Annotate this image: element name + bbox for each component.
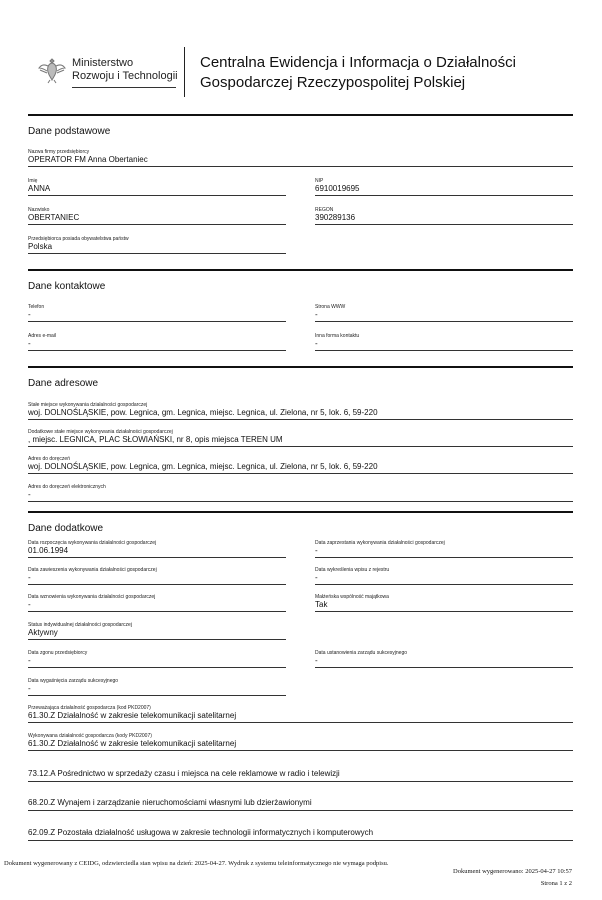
field-underline [315, 350, 573, 351]
field-additional-address [28, 429, 573, 447]
field-value: - [28, 573, 31, 582]
ministry-underline [72, 87, 176, 88]
document-title [200, 53, 516, 93]
pkd-code-row [28, 798, 573, 811]
field-underline [315, 584, 573, 585]
field-underline [28, 750, 573, 751]
field-underline [28, 611, 286, 612]
field-label: Data rozpoczęcia wykonywania działalności gospodarczej [28, 540, 157, 546]
field-label: Telefon [28, 304, 45, 310]
field-label: Wykonywana działalność gospodarcza (kody PKD2007) [28, 733, 152, 739]
field-underline [28, 781, 573, 782]
ministry-name [72, 57, 178, 83]
field-value: OPERATOR FM Anna Obertaniec [28, 155, 148, 164]
field-succession-date [315, 650, 573, 668]
ministry-line-1: Ministerstwo [72, 57, 134, 69]
field-value: - [28, 310, 31, 319]
field-label: Data zgonu przedsiębiorcy [28, 650, 88, 656]
section-basic [28, 114, 573, 137]
field-suspend-date [28, 567, 286, 585]
field-pkd-main [28, 705, 573, 723]
field-label: Data wygaśnięcia zarządu sukcesyjnego [28, 678, 119, 684]
field-main-address [28, 402, 573, 420]
field-underline [315, 224, 573, 225]
field-underline [28, 501, 573, 502]
field-deletion-date [315, 567, 573, 585]
field-value: , miejsc. LEGNICA, PLAC SŁOWIAŃSKI, nr 8, opis miejsca TEREN UM [28, 435, 283, 444]
field-nip [315, 178, 573, 196]
title-line-2: Gospodarczej Rzeczypospolitej Polskiej [200, 74, 466, 91]
section-title-basic: Dane podstawowe [28, 126, 111, 137]
field-pkd-all [28, 733, 573, 751]
field-underline [28, 253, 286, 254]
field-underline [28, 722, 573, 723]
field-label: Data wykreślenia wpisu z rejestru [315, 567, 390, 573]
field-underline [28, 557, 286, 558]
field-underline [28, 584, 286, 585]
footer-meta [453, 866, 572, 890]
section-rule [28, 269, 573, 271]
field-value: Aktywny [28, 628, 58, 637]
ministry-line-2: Rozwoju i Technologii [72, 70, 178, 82]
field-start-date [28, 540, 286, 558]
pkd-code-row [28, 828, 573, 841]
field-underline [28, 810, 573, 811]
field-underline [28, 321, 286, 322]
field-label: REGON [315, 207, 334, 213]
footer-page-number: Strona 1 z 2 [540, 880, 572, 887]
field-first-name [28, 178, 286, 196]
field-marital-property [315, 594, 573, 612]
field-underline [28, 195, 286, 196]
pkd-code-item: 62.09.Z Pozostała działalność usługowa w zakresie technologii informatycznych i komputerowych [28, 828, 374, 837]
field-underline [315, 611, 573, 612]
footer-generated: Dokument wygenerowano: 2025-04-27 10:57 [453, 868, 572, 875]
section-title-contact: Dane kontaktowe [28, 281, 106, 292]
field-label: Adres do doręczeń [28, 456, 70, 462]
field-citizenship [28, 236, 286, 254]
field-underline [28, 667, 286, 668]
field-label: Data ustanowienia zarządu sukcesyjnego [315, 650, 407, 656]
field-label: Imię [28, 178, 38, 184]
field-underline [28, 695, 286, 696]
title-line-1: Centralna Ewidencja i Informacja o Działalności [200, 54, 516, 71]
field-company-name [28, 149, 573, 167]
field-value: woj. DOLNOŚLĄSKIE, pow. Legnica, gm. Legnica, miejsc. Legnica, ul. Zielona, nr 5, lok. 6, 59-220 [28, 408, 378, 417]
field-label: Nazwisko [28, 207, 50, 213]
field-death-date [28, 650, 286, 668]
field-value: - [315, 573, 318, 582]
section-additional [28, 511, 573, 534]
section-address [28, 366, 573, 389]
field-value: - [28, 656, 31, 665]
field-value: 01.06.1994 [28, 546, 69, 555]
field-label: Data wznowienia wykonywania działalności gospodarczej [28, 594, 156, 600]
field-underline [28, 224, 286, 225]
field-value: - [28, 600, 31, 609]
field-value: OBERTANIEC [28, 213, 80, 222]
footer-disclaimer: Dokument wygenerowany z CEIDG, odzwierciedla stan wpisu na dzień: 2025-04-27. Wydruk z systemu teleinformatycznego nie wymaga podpisu. [4, 860, 389, 867]
field-last-name [28, 207, 286, 225]
field-value: ANNA [28, 184, 51, 193]
field-value: - [28, 339, 31, 348]
field-regon [315, 207, 573, 225]
field-underline [315, 321, 573, 322]
header-divider [184, 47, 185, 97]
field-value: 390289136 [315, 213, 356, 222]
field-value: Tak [315, 600, 328, 609]
document-header [0, 0, 602, 110]
field-edelivery-address [28, 484, 573, 502]
field-resume-date [28, 594, 286, 612]
field-underline [28, 639, 286, 640]
field-underline [315, 557, 573, 558]
section-rule [28, 366, 573, 368]
field-value: Polska [28, 242, 53, 251]
field-underline [28, 350, 286, 351]
field-underline [315, 667, 573, 668]
section-contact [28, 269, 573, 292]
field-label: Inna forma kontaktu [315, 333, 360, 339]
field-label: NIP [315, 178, 324, 184]
field-value: - [315, 310, 318, 319]
field-label: Strona WWW [315, 304, 346, 310]
field-stop-date [315, 540, 573, 558]
field-label: Data zawieszenia wykonywania działalności gospodarczej [28, 567, 157, 573]
field-label: Przeważająca działalność gospodarcza (kod PKD2007) [28, 705, 151, 711]
section-rule [28, 511, 573, 513]
field-underline [28, 840, 573, 841]
field-value: - [315, 546, 318, 555]
field-label: Małżeńska wspólność majątkowa [315, 594, 389, 600]
field-label: Stałe miejsce wykonywania działalności gospodarczej [28, 402, 148, 408]
field-status [28, 622, 286, 640]
field-label: Przedsiębiorca posiada obywatelstwa państw [28, 236, 129, 242]
field-value: - [28, 684, 31, 693]
field-www [315, 304, 573, 322]
field-value: 6910019695 [315, 184, 360, 193]
field-label: Data zaprzestania wykonywania działalności gospodarczej [315, 540, 445, 546]
field-underline [28, 419, 573, 420]
pkd-code-item: 61.30.Z Działalność w zakresie telekomunikacji satelitarnej [28, 739, 237, 748]
field-label: Adres e-mail [28, 333, 57, 339]
field-underline [28, 446, 573, 447]
field-delivery-address [28, 456, 573, 474]
section-title-address: Dane adresowe [28, 378, 99, 389]
section-rule [28, 114, 573, 116]
section-title-additional: Dane dodatkowe [28, 523, 104, 534]
field-email [28, 333, 286, 351]
field-underline [315, 195, 573, 196]
polish-eagle-icon [36, 54, 68, 86]
pkd-code-item: 68.20.Z Wynajem i zarządzanie nieruchomościami własnymi lub dzierżawionymi [28, 798, 312, 807]
field-underline [28, 473, 573, 474]
pkd-code-item: 73.12.A Pośrednictwo w sprzedaży czasu i miejsca na cele reklamowe w radio i telewizji [28, 769, 340, 778]
field-label: Adres do doręczeń elektronicznych [28, 484, 106, 490]
field-value: woj. DOLNOŚLĄSKIE, pow. Legnica, gm. Legnica, miejsc. Legnica, ul. Zielona, nr 5, lok. 6, 59-220 [28, 462, 378, 471]
field-underline [28, 166, 573, 167]
field-label: Status indywidualnej działalności gospodarczej [28, 622, 132, 628]
field-value: - [28, 490, 31, 499]
field-label: Nazwa firmy przedsiębiorcy [28, 149, 90, 155]
field-other-contact [315, 333, 573, 351]
pkd-code-row [28, 769, 573, 782]
field-phone [28, 304, 286, 322]
field-label: Dodatkowe stałe miejsce wykonywania działalności gospodarczej [28, 429, 173, 435]
field-value: - [315, 656, 318, 665]
field-succession-end-date [28, 678, 286, 696]
field-value: 61.30.Z Działalność w zakresie telekomunikacji satelitarnej [28, 711, 237, 720]
field-value: - [315, 339, 318, 348]
